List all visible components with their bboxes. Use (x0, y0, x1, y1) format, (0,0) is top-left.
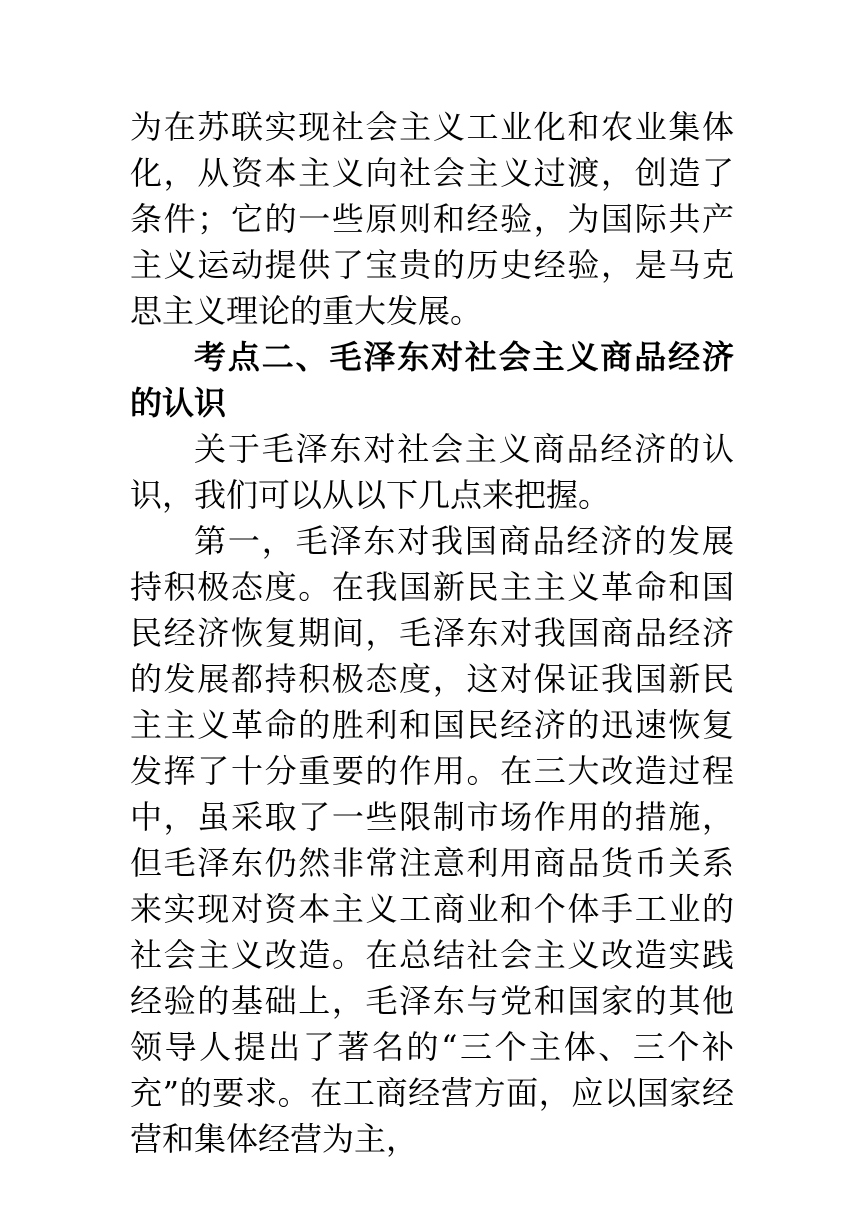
paragraph-point-one: 第一，毛泽东对我国商品经济的发展持积极态度。在我国新民主主义革命和国民经济恢复期间，毛泽东对我国商品经济的发展都持积极态度，这对保证我国新民主主义革命的胜利和国民经济的迅速恢复发挥了十分重要的作用。在三大改造过程中，虽采取了一些限制市场作用的措施，但毛泽东仍然非常注意利用商品货币关系来实现对资本主义工商业和个体手工业的社会主义改造。在总结社会主义改造实践经验的基础上，毛泽东与党和国家的其他领导人提出了著名的“三个主体、三个补充”的要求。在工商经营方面，应以国家经营和集体经营为主， (130, 522, 734, 1158)
document-page (130, 104, 734, 1162)
section-heading: 考点二、毛泽东对社会主义商品经济的认识 (130, 338, 734, 422)
paragraph-intro: 关于毛泽东对社会主义商品经济的认识，我们可以从以下几点来把握。 (130, 430, 734, 514)
paragraph-continuation: 为在苏联实现社会主义工业化和农业集体化，从资本主义向社会主义过渡，创造了条件；它的一些原则和经验，为国际共产主义运动提供了宝贵的历史经验，是马克思主义理论的重大发展。 (130, 108, 734, 330)
